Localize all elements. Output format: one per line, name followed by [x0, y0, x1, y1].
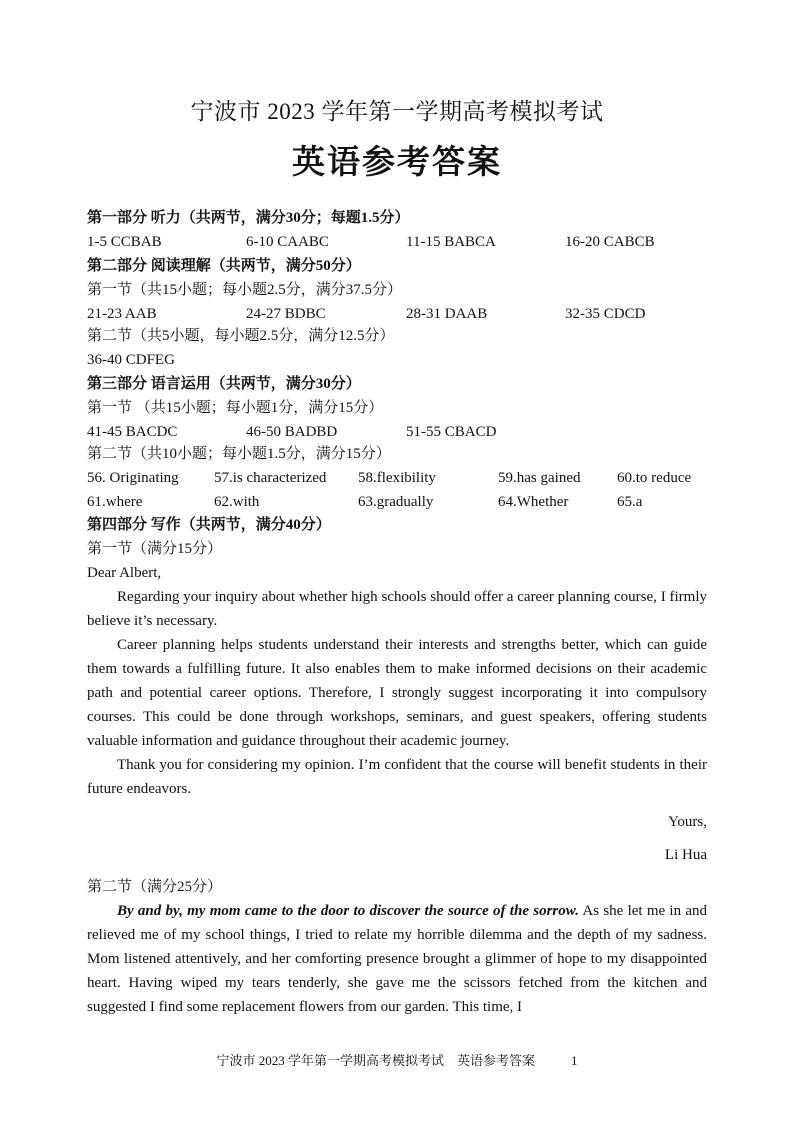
- page-footer: [0, 1050, 794, 1069]
- answer-group: 41-45 BACDC: [87, 424, 178, 440]
- fill-answer: 63.gradually: [358, 494, 434, 510]
- fill-answer: 57.is characterized: [214, 470, 327, 486]
- page-number: 1: [571, 1053, 578, 1068]
- letter-signature: Li Hua: [664, 847, 707, 863]
- part3-sec1-heading: 第一节 （共15小题；每小题1分，满分15分）: [87, 400, 384, 416]
- footer-text: 宁波市 2023 学年第一学期高考模拟考试 英语参考答案: [216, 1053, 535, 1068]
- document-title: 英语参考答案: [292, 145, 502, 181]
- answer-group: 32-35 CDCD: [565, 306, 646, 322]
- answer-group: 6-10 CAABC: [246, 234, 329, 250]
- continuation-text: As she let me in and relieved me of my school things, I tried to relate my horrible dilemma and the depth of my sadness. Mom listened attentively, and her comforting presence brought a glimmer of hope to my disappointed heart. Having wiped my tears tenderly, she gave me the scissors fetched from the kitchen and suggested I find some replacement flowers from our garden. This time, I: [87, 903, 708, 1015]
- letter-greeting: Dear Albert,: [87, 565, 162, 581]
- answer-group: 24-27 BDBC: [246, 306, 326, 322]
- fill-answer: 64.Whether: [498, 494, 569, 510]
- fill-answer: 60.to reduce: [617, 470, 692, 486]
- part3-sec2-heading: 第二节（共10小题；每小题1.5分，满分15分）: [87, 446, 391, 462]
- answer-group: 46-50 BADBD: [246, 424, 338, 440]
- fill-answer: 61.where: [87, 494, 143, 510]
- part2-heading: 第二部分 阅读理解（共两节，满分50分）: [87, 258, 361, 274]
- letter-paragraph: Career planning helps students understand their interests and strengths better, which can guide them towards a fulfilling future. It also enables them to make informed decisions on their academic path and potential career options. Therefore, I strongly suggest incorporating it into compulsory courses. This could be done through workshops, seminars, and guest speakers, offering students valuable information and guidance throughout their academic journey.: [87, 637, 707, 749]
- lead-sentence: By and by, my mom came to the door to discover the source of the sorrow.: [117, 903, 579, 919]
- part3-heading: 第三部分 语言运用（共两节，满分30分）: [87, 376, 361, 392]
- letter-paragraph: Regarding your inquiry about whether high schools should offer a career planning course, I firmly believe it’s necessary.: [87, 589, 707, 629]
- part2-sec2-heading: 第二节（共5小题，每小题2.5分，满分12.5分）: [87, 328, 395, 344]
- part4-heading: 第四部分 写作（共两节，满分40分）: [87, 517, 331, 533]
- answer-group: 21-23 AAB: [87, 306, 157, 322]
- answer-group: 11-15 BABCA: [406, 234, 496, 250]
- fill-answer: 62.with: [214, 494, 260, 510]
- answer-group: 36-40 CDFEG: [87, 352, 175, 368]
- answer-group: 28-31 DAAB: [406, 306, 488, 322]
- exam-title: 宁波市 2023 学年第一学期高考模拟考试: [190, 99, 604, 124]
- answer-group: 16-20 CABCB: [565, 234, 655, 250]
- part1-heading: 第一部分 听力（共两节，满分30分；每题1.5分）: [87, 210, 410, 226]
- answer-group: 51-55 CBACD: [406, 424, 497, 440]
- fill-answer: 56. Originating: [87, 470, 179, 486]
- fill-answer: 58.flexibility: [358, 470, 436, 486]
- answer-group: 1-5 CCBAB: [87, 234, 162, 250]
- fill-answer: 65.a: [617, 494, 643, 510]
- part4-sec2-heading: 第二节（满分25分）: [87, 879, 223, 895]
- fill-answer: 59.has gained: [498, 470, 581, 486]
- letter-closing: Yours,: [668, 814, 707, 830]
- part4-sec1-heading: 第一节（满分15分）: [87, 541, 223, 557]
- letter-paragraph: Thank you for considering my opinion. I’m confident that the course will benefit students in their future endeavors.: [87, 757, 707, 797]
- part2-sec1-heading: 第一节（共15小题；每小题2.5分，满分37.5分）: [87, 282, 403, 298]
- continuation-paragraph: [87, 899, 707, 1019]
